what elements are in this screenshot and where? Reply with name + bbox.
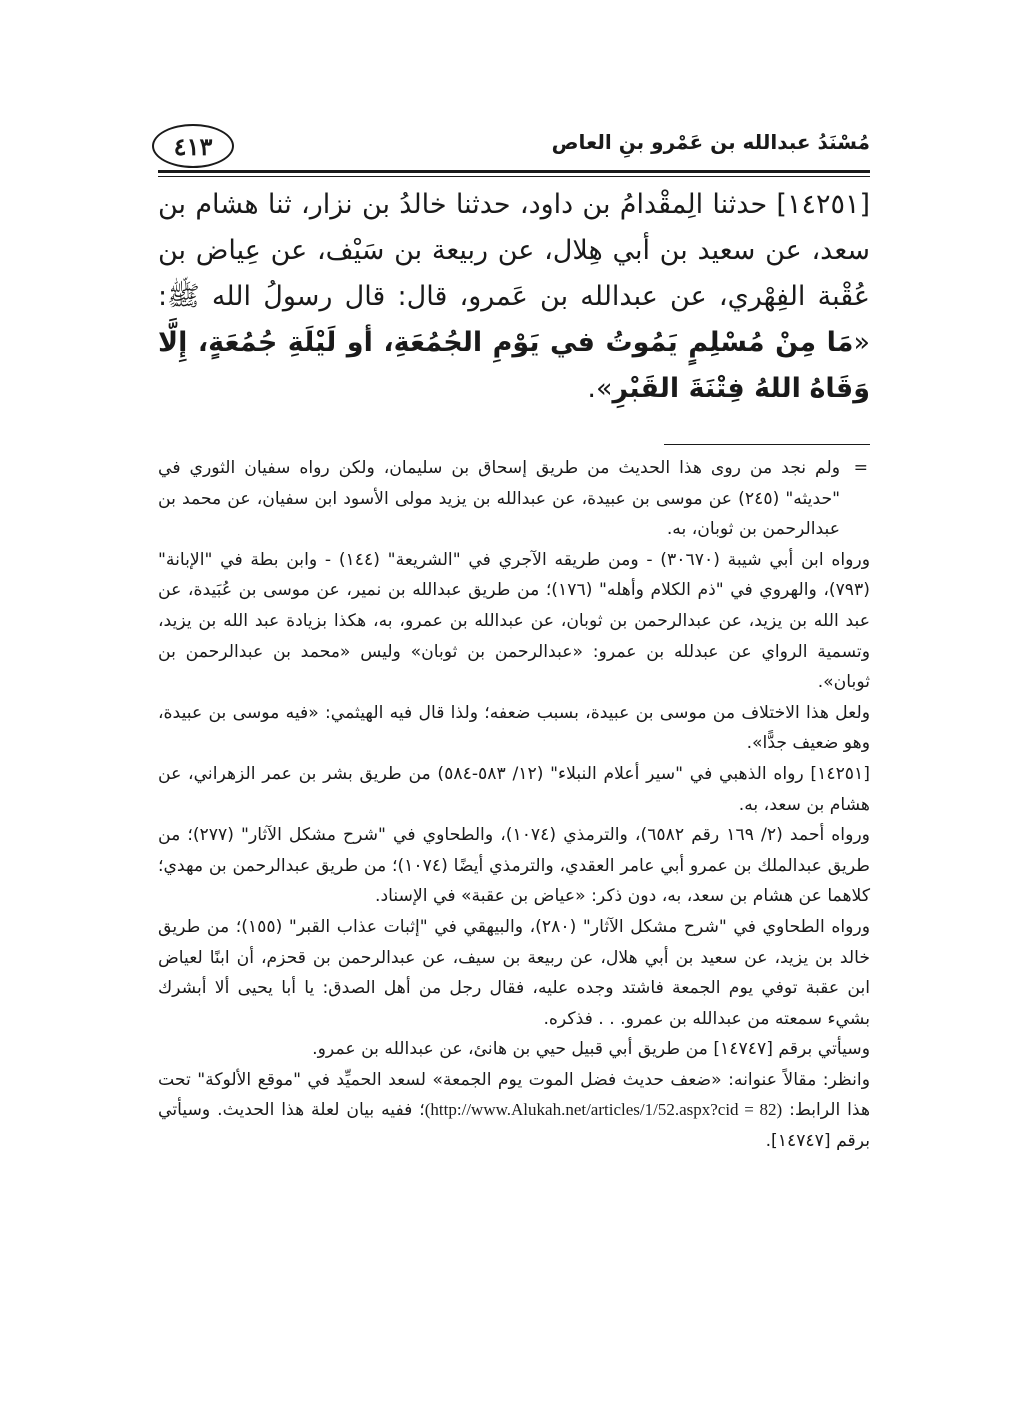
page-number: ٤١٣: [152, 124, 234, 168]
hadith-matn-part-2: اللهُ فِتْنَةَ القَبْرِ: [612, 373, 801, 404]
footnote-paragraph: [158, 453, 870, 545]
footnote-paragraph: ولعل هذا الاختلاف من موسى بن عبيدة، بسبب ضعفه؛ ولذا قال فيه الهيثمي: «فيه موسى بن عبيدة، وهو ضعيف جدًّا».: [158, 702, 870, 754]
footnote-paragraph: ورواه أحمد (٢/ ١٦٩ رقم ٦٥٨٢)، والترمذي (١٠٧٤)، والطحاوي في "شرح مشكل الآثار" (٢٧٧)؛ من طريق عبدالملك بن عمرو أبي عامر العقدي، والترمذي أيضًا (١٠٧٤)؛ من طريق عبدالرحمن بن مهدي؛ كلاهما عن هشام بن سعد، به، دون ذكر: «عياض بن عقبة» في الإسناد.: [158, 825, 870, 907]
hadith-line-5-suffix: ».: [587, 373, 613, 404]
page-header: [150, 122, 870, 172]
hadith-text: [158, 182, 870, 412]
footnotes: [158, 453, 870, 1157]
footnote-paragraph: [158, 1065, 870, 1157]
footnote-text: وانظر: مقالاً عنوانه: «ضعف حديث فضل الموت يوم الجمعة» لسعد الحميِّد في "موقع الألوكة" تحت هذا الرابط:: [158, 1069, 871, 1121]
footnote-text: ولم نجد من روى هذا الحديث من طريق إسحاق بن سليمان، ولكن رواه سفيان الثوري في "حديثه" (٢٤٥) عن موسى بن عبيدة، عن عبدالله بن يزيد مولى الأسود ابن سفيان، عن محمد بن عبدالرحمن بن ثوبان، به.: [158, 458, 840, 540]
hadith-line-1: [١٤٢٥١] حدثنا الِمقْدامُ بن داود، حدثنا خالدُ بن نزار، ثنا: [267, 189, 870, 220]
footnote-paragraph: ورواه ابن أبي شيبة (٣٠٦٧٠) - ومن طريقه الآجري في "الشريعة" (١٤٤) - وابن بطة في "الإبانة" (٧٩٣)، والهروي في "ذم الكلام وأهله" (١٧٦)؛ من طريق عبدالله بن نمير، عن موسى بن عُبَيدة، عن عبد الله بن يزيد، عن عبدالرحمن بن ثوبان، عن عبدالله بن عمرو، به، هكذا بزيادة عبد الله بن يزيد، وتسمية الرواي عن عبدلله بن عمرو: «عبدالرحمن بن ثوبان» وليس «محمد بن عبدالرحمن بن ثوبان».: [158, 549, 870, 693]
footnote-paragraph: وسيأتي برقم [١٤٧٤٧] من طريق أبي قبيل حيي بن هانئ، عن عبدالله بن عمرو.: [312, 1039, 870, 1060]
hadith-line-4-prefix: ﷺ: «: [158, 281, 870, 358]
hadith-matn-part-1: مَا مِنْ مُسْلِمٍ يَمُوتُ في يَوْمِ الجُمُعَةِ، أو لَيْلَةِ جُمُعَةٍ، إِلَّا وَقَاهُ: [158, 327, 870, 404]
continuation-mark: =: [853, 458, 868, 478]
running-title: مُسْنَدُ عبدالله بن عَمْرو بنِ العاص: [551, 130, 870, 154]
hadith-line-2: هشام بن سعد، عن سعيد بن أبي هِلال، عن ربيعة بن سَيْف، عن: [158, 189, 870, 266]
footnote-text: ؛ ففيه بيان لعلة هذا الحديث. وسيأتي برقم [١٤٧٤٧].: [158, 1100, 870, 1152]
hadith-line-3: عِياض بن عُقْبة الفِهْري، عن عبدالله بن عَمرو، قال: قال رسولُ الله: [158, 235, 870, 312]
header-rule-thick: [158, 170, 870, 173]
footnote-paragraph: [١٤٢٥١] رواه الذهبي في "سير أعلام النبلاء" (١٢/ ٥٨٣-٥٨٤) من طريق بشر بن عمر الزهراني، عن هشام بن سعد، به.: [158, 763, 870, 815]
footnote-paragraph: ورواه الطحاوي في "شرح مشكل الآثار" (٢٨٠)، والبيهقي في "إثبات عذاب القبر" (١٥٥)؛ من طريق خالد بن يزيد، عن سعيد بن أبي هلال، عن ربيعة بن سيف، عن عبدالرحمن بن قحزم، أن ابنًا لعياض ابن عقبة توفي يوم الجمعة فاشتد وجده عليه، فقال رجل من أهل الصدق: يا أبا يحيى ألا أبشرك بشيء سمعته من عبدالله بن عمرو. . . فذكره.: [158, 916, 870, 1029]
header-rule-thin: [158, 176, 870, 177]
footnote-separator: [664, 444, 870, 445]
alukah-link[interactable]: (http://www.Alukah.net/articles/1/52.aspx?cid = 82): [424, 1100, 783, 1120]
